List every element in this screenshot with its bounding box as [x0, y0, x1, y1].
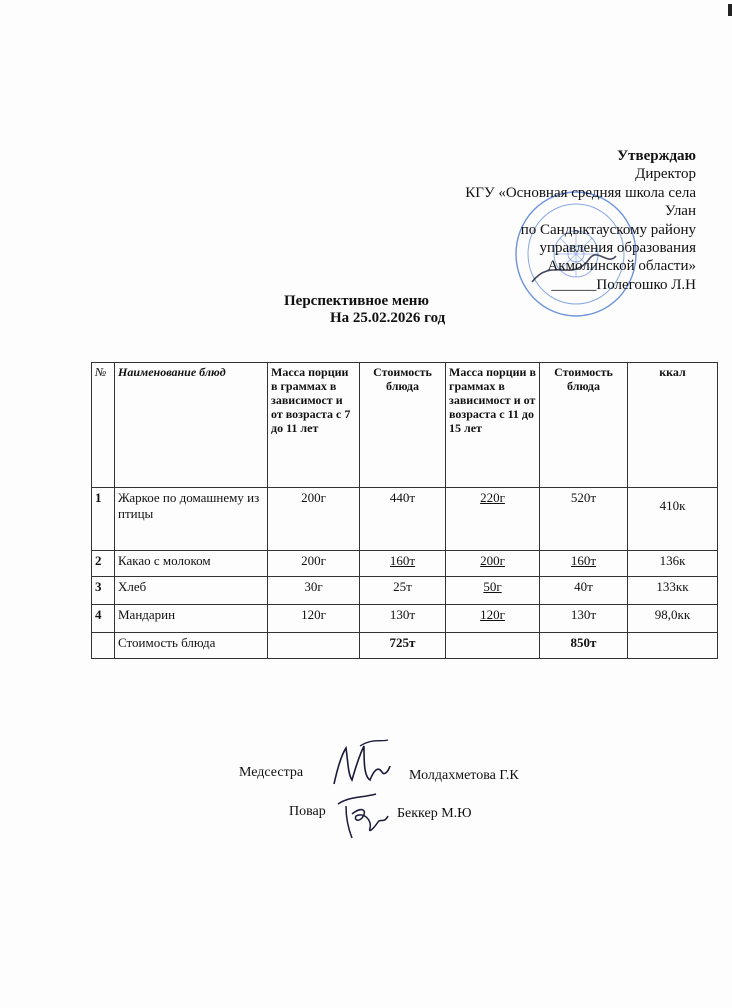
row-dish: Какао с молоком [115, 551, 268, 577]
nurse-name: Молдахметова Г.К [409, 768, 519, 783]
approval-line: Директор [635, 166, 696, 183]
approval-line: ______Полегошко Л.Н [551, 276, 696, 293]
row-cost1: 130т [360, 605, 446, 633]
table-header-row [92, 363, 718, 488]
total-empty-cell [446, 633, 540, 659]
title-line: Перспективное меню [284, 293, 429, 309]
row-cost1-value: 160т [389, 553, 416, 568]
table-row [92, 605, 718, 633]
total-empty-cell [92, 633, 115, 659]
total-empty-cell [628, 633, 718, 659]
total-label: Стоимость блюда [115, 633, 268, 659]
row-num: 4 [92, 605, 115, 633]
table-row [92, 577, 718, 605]
row-cost1: 440т [360, 488, 446, 551]
approval-line: по Сандыктаускому району [520, 221, 696, 238]
row-mass1: 120г [268, 605, 360, 633]
cook-signature [332, 786, 392, 844]
row-mass2 [446, 551, 540, 577]
row-mass2 [446, 605, 540, 633]
approval-line: управления образования [539, 240, 696, 257]
approval-block [465, 147, 696, 294]
row-mass2-value: 200г [480, 553, 505, 568]
header-cost-2: Стоимость блюда [540, 363, 628, 488]
total-cost1: 725т [360, 633, 446, 659]
nurse-signature [330, 736, 394, 792]
approval-line: Акмолинской области» [547, 258, 696, 275]
header-mass-11-15: Масса порции в граммах в зависимост и от возраста с 11 до 15 лет [446, 363, 540, 488]
header-cost-1: Стоимость блюда [360, 363, 446, 488]
approval-line: КГУ «Основная средняя школа села [465, 184, 696, 201]
title-date: На 25.02.2026 год [330, 310, 446, 326]
total-empty-cell [268, 633, 360, 659]
row-kcal: 136к [628, 551, 718, 577]
row-cost2-value: 160т [570, 553, 597, 568]
row-cost1 [360, 551, 446, 577]
row-dish: Мандарин [115, 605, 268, 633]
cook-name: Беккер М.Ю [397, 806, 472, 821]
row-mass1: 200г [268, 551, 360, 577]
header-num: № [92, 363, 115, 488]
header-kcal: ккал [628, 363, 718, 488]
row-mass2 [446, 488, 540, 551]
row-mass1: 30г [268, 577, 360, 605]
row-dish: Жаркое по домашнему из птицы [115, 488, 268, 551]
row-num: 3 [92, 577, 115, 605]
row-num: 2 [92, 551, 115, 577]
row-mass2 [446, 577, 540, 605]
row-dish: Хлеб [115, 577, 268, 605]
row-mass2-value: 120г [480, 607, 505, 622]
row-mass2-value: 220г [480, 490, 505, 505]
table-total-row [92, 633, 718, 659]
nurse-role: Медсестра [239, 765, 304, 780]
approval-heading: Утверждаю [617, 148, 696, 164]
table-row [92, 488, 718, 551]
row-num: 1 [92, 488, 115, 551]
row-cost2: 130т [540, 605, 628, 633]
row-cost1: 25т [360, 577, 446, 605]
row-cost2: 40т [540, 577, 628, 605]
row-mass1: 200г [268, 488, 360, 551]
row-kcal: 98,0кк [628, 605, 718, 633]
menu-table [91, 362, 718, 659]
table-row [92, 551, 718, 577]
page-corner-mark [728, 4, 732, 16]
header-mass-7-11: Масса порции в граммах в зависимост и от возраста с 7 до 11 лет [268, 363, 360, 488]
row-kcal: 133кк [628, 577, 718, 605]
total-cost2: 850т [540, 633, 628, 659]
row-cost2: 520т [540, 488, 628, 551]
header-name: Наименование блюд [115, 363, 268, 488]
cook-role: Повар [289, 804, 326, 819]
approval-line: Улан [664, 203, 696, 220]
row-cost2 [540, 551, 628, 577]
row-mass2-value: 50г [483, 579, 502, 594]
row-kcal: 410к [628, 488, 718, 551]
